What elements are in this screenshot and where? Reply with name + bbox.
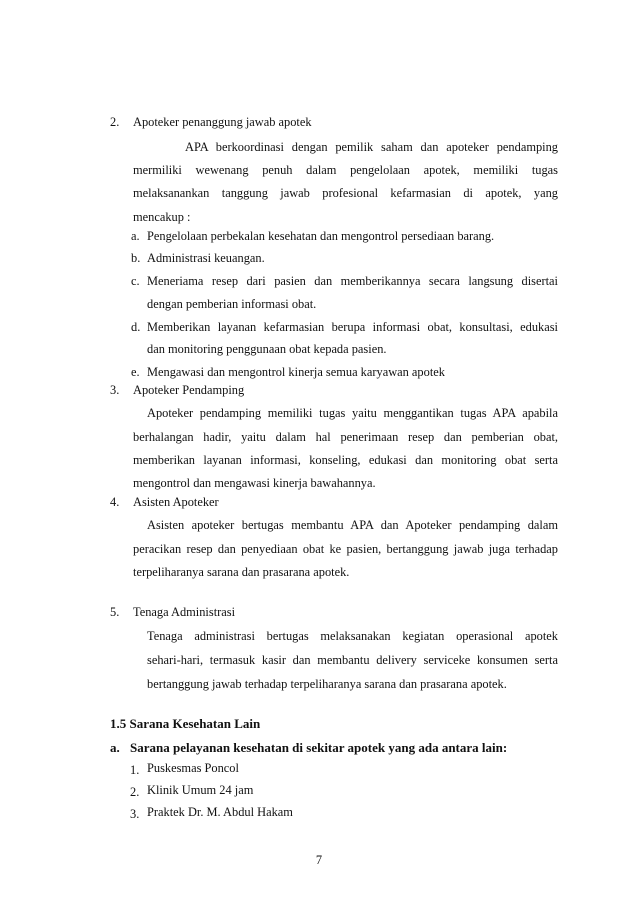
section-heading: Tenaga Administrasi <box>133 605 236 619</box>
list-letter: a. <box>131 229 140 243</box>
list-item: Administrasi keuangan. <box>147 251 265 265</box>
list-number: 5. <box>110 605 120 619</box>
paragraph-line: Asisten apoteker bertugas membantu APA dan Apoteker pendamping dalam <box>147 518 558 532</box>
list-item: Puskesmas Poncol <box>147 761 239 775</box>
paragraph-line: mermiliki wewenang penuh dalam pengelolaan apotek, memiliki tugas <box>133 163 558 177</box>
list-item-continued: dengan pemberian informasi obat. <box>147 297 317 311</box>
list-item: Meneriama resep dari pasien dan memberikannya secara langsung disertai <box>147 274 558 288</box>
sub-letter: a. <box>110 740 120 755</box>
list-item-continued: dan monitoring penggunaan obat kepada pasien. <box>147 342 387 356</box>
paragraph-line: mengontrol dan mengawasi kinerja bawahannya. <box>133 476 376 490</box>
list-number: 1. <box>130 763 140 777</box>
list-item: Mengawasi dan mengontrol kinerja semua karyawan apotek <box>147 365 445 379</box>
paragraph-line: bertanggung jawab terhadap terpeliharanya sarana dan prasarana apotek. <box>147 677 507 691</box>
list-number: 2. <box>130 785 140 799</box>
paragraph-line: memberikan layanan informasi, konseling, edukasi dan monitoring obat serta <box>133 453 558 467</box>
section-heading: Apoteker Pendamping <box>133 383 245 397</box>
list-item: Klinik Umum 24 jam <box>147 783 254 797</box>
list-number: 3. <box>130 807 140 821</box>
list-letter: d. <box>131 320 141 334</box>
list-item: Pengelolaan perbekalan kesehatan dan mengontrol persediaan barang. <box>147 229 495 243</box>
list-number: 2. <box>110 115 120 129</box>
section-heading: Apoteker penanggung jawab apotek <box>133 115 312 129</box>
paragraph-line: Apoteker pendamping memiliki tugas yaitu menggantikan tugas APA apabila <box>147 406 558 420</box>
paragraph-line: peracikan resep dan penyediaan obat ke pasien, bertanggung jawab juga terhadap <box>133 542 558 556</box>
list-item: Praktek Dr. M. Abdul Hakam <box>147 805 293 819</box>
sub-heading: Sarana pelayanan kesehatan di sekitar apotek yang ada antara lain: <box>130 740 508 755</box>
paragraph-line: sehari-hari, termasuk kasir dan membantu delivery serviceke konsumen serta <box>147 653 558 667</box>
section-title: 1.5 Sarana Kesehatan Lain <box>110 716 261 731</box>
paragraph-line: terpeliharanya sarana dan prasarana apotek. <box>133 565 350 579</box>
list-number: 4. <box>110 495 120 509</box>
paragraph-line: mencakup : <box>133 210 191 224</box>
list-letter: b. <box>131 251 141 265</box>
list-letter: e. <box>131 365 140 379</box>
paragraph-line: berhalangan hadir, yaitu dalam hal penerimaan resep dan pemberian obat, <box>133 430 558 444</box>
section-heading: Asisten Apoteker <box>133 495 219 509</box>
paragraph-line: Tenaga administrasi bertugas melaksanakan kegiatan operasional apotek <box>147 629 558 643</box>
list-letter: c. <box>131 274 140 288</box>
paragraph-line: APA berkoordinasi dengan pemilik saham dan apoteker pendamping <box>185 140 558 154</box>
page-number: 7 <box>315 853 323 867</box>
paragraph-line: melaksanankan tanggung jawab profesional kefarmasian di apotek, yang <box>133 186 558 200</box>
list-item: Memberikan layanan kefarmasian berupa informasi obat, konsultasi, edukasi <box>147 320 558 334</box>
list-number: 3. <box>110 383 120 397</box>
